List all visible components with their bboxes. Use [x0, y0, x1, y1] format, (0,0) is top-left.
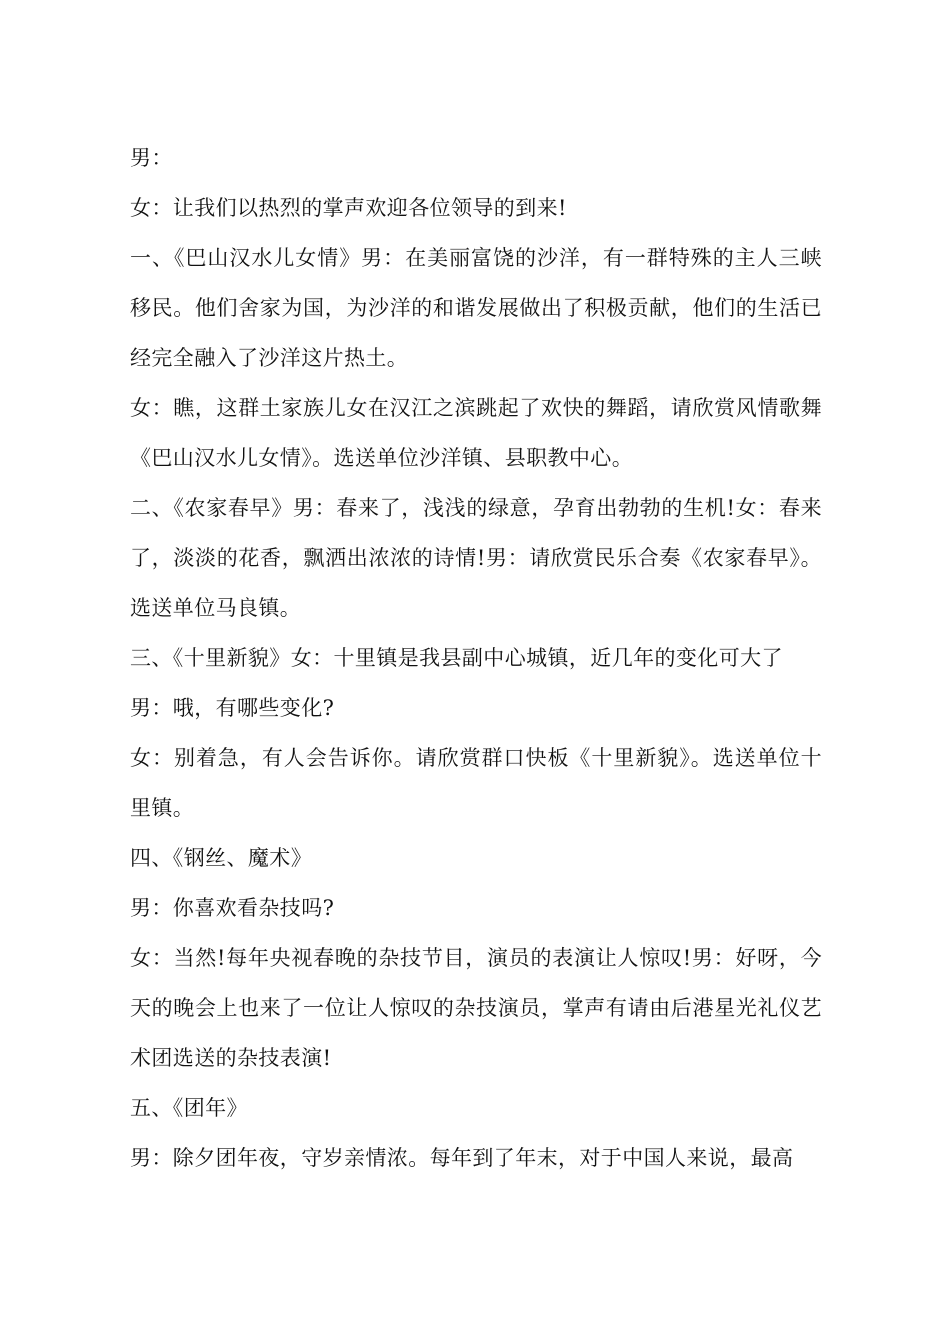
paragraph-7: 男：哦，有哪些变化? — [130, 696, 335, 720]
paragraph-10: 男：你喜欢看杂技吗? — [130, 896, 335, 920]
paragraph-12: 五、《团年》 — [130, 1096, 248, 1120]
paragraph-11: 女：当然!每年央视春晚的杂技节目，演员的表演让人惊叹!男：好呀，今天的晚会上也来了一位让人惊叹的杂技演员，掌声有请由后港星光礼仪艺术团选送的杂技表演! — [130, 946, 822, 1070]
paragraph-13: 男：除夕团年夜，守岁亲情浓。每年到了年末，对于中国人来说，最高 — [130, 1146, 794, 1170]
paragraph-3: 一、《巴山汉水儿女情》男：在美丽富饶的沙洋，有一群特殊的主人三峡移民。他们舍家为国，为沙洋的和谐发展做出了积极贡献，他们的生活已经完全融入了沙洋这片热土。 — [130, 246, 822, 370]
paragraph-6: 三、《十里新貌》女：十里镇是我县副中心城镇，近几年的变化可大了 — [130, 646, 783, 670]
paragraph-9: 四、《钢丝、魔术》 — [130, 846, 313, 870]
paragraph-2: 女：让我们以热烈的掌声欢迎各位领导的到来! — [130, 196, 567, 220]
paragraph-5: 二、《农家春早》男：春来了，浅浅的绿意，孕育出勃勃的生机!女：春来了，淡淡的花香，飘洒出浓浓的诗情!男：请欣赏民乐合奏《农家春早》。选送单位马良镇。 — [130, 496, 822, 620]
paragraph-1: 男： — [130, 146, 173, 170]
paragraph-4: 女：瞧，这群土家族儿女在汉江之滨跳起了欢快的舞蹈，请欣赏风情歌舞《巴山汉水儿女情》。选送单位沙洋镇、县职教中心。 — [130, 396, 822, 470]
document-body — [130, 133, 822, 1183]
paragraph-8: 女：别着急，有人会告诉你。请欣赏群口快板《十里新貌》。选送单位十里镇。 — [130, 746, 822, 820]
